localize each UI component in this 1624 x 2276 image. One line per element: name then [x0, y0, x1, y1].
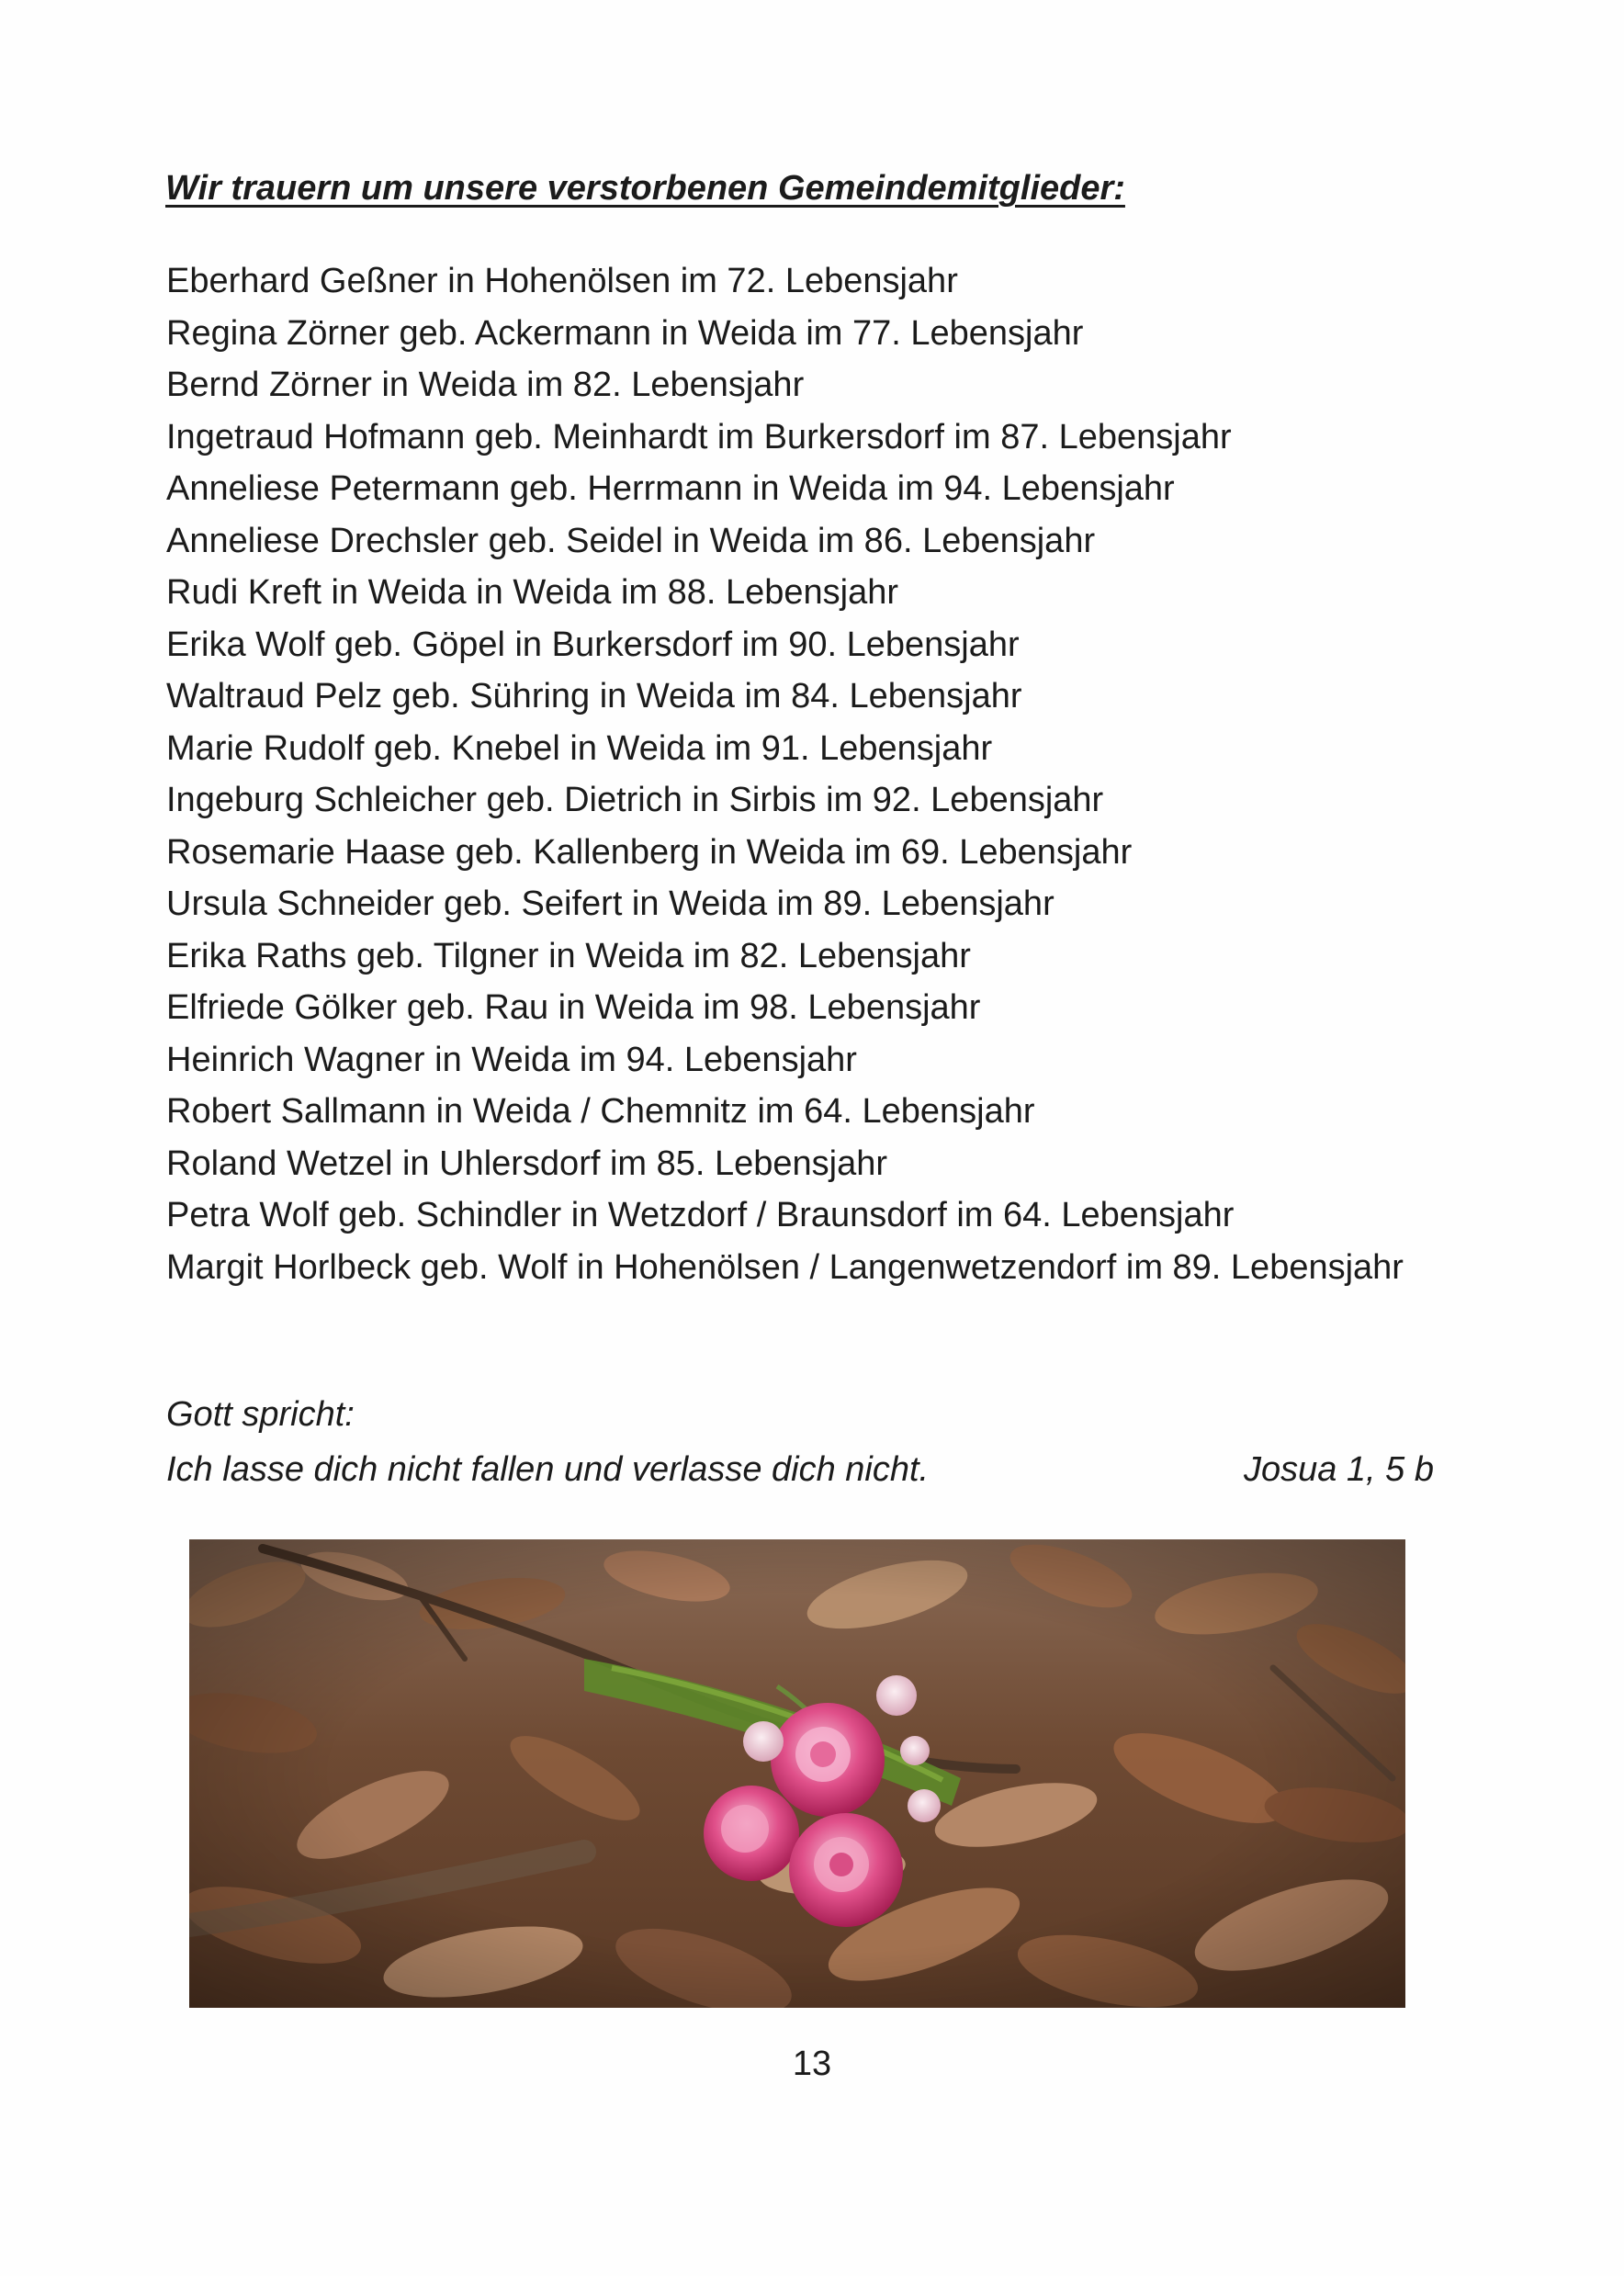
quote-text: Ich lasse dich nicht fallen und verlasse dich nicht.: [166, 1450, 930, 1489]
page-heading: Wir trauern um unsere verstorbenen Gemeindemitglieder:: [165, 169, 1125, 208]
list-item: Rosemarie Haase geb. Kallenberg in Weida im 69. Lebensjahr: [166, 832, 1133, 872]
obituary-list: [166, 255, 1434, 1293]
list-item: Regina Zörner geb. Ackermann in Weida im 77. Lebensjahr: [166, 313, 1084, 353]
list-item: Roland Wetzel in Uhlersdorf im 85. Lebensjahr: [166, 1144, 888, 1183]
quote-intro: Gott spricht:: [166, 1395, 355, 1434]
list-item: Ursula Schneider geb. Seifert in Weida im 89. Lebensjahr: [166, 884, 1054, 923]
bible-quote: [166, 1387, 1434, 1497]
list-item: Anneliese Drechsler geb. Seidel in Weida im 86. Lebensjahr: [166, 521, 1096, 560]
list-item: Margit Horlbeck geb. Wolf in Hohenölsen / Langenwetzendorf im 89. Lebensjahr: [166, 1247, 1404, 1287]
list-item: Petra Wolf geb. Schindler in Wetzdorf / Braunsdorf im 64. Lebensjahr: [166, 1196, 1235, 1234]
list-item: Erika Raths geb. Tilgner in Weida im 82. Lebensjahr: [166, 936, 971, 975]
list-item: Ingeburg Schleicher geb. Dietrich in Sirbis im 92. Lebensjahr: [166, 781, 1104, 819]
quote-reference: Josua 1, 5 b: [1243, 1450, 1434, 1489]
list-item: Ingetraud Hofmann geb. Meinhardt im Burkersdorf im 87. Lebensjahr: [166, 417, 1232, 456]
list-item: Anneliese Petermann geb. Herrmann in Weida im 94. Lebensjahr: [166, 469, 1175, 508]
list-item: Marie Rudolf geb. Knebel in Weida im 91. Lebensjahr: [166, 728, 993, 768]
list-item: Waltraud Pelz geb. Sühring in Weida im 84. Lebensjahr: [166, 677, 1022, 715]
list-item: Heinrich Wagner in Weida im 94. Lebensjahr: [166, 1040, 857, 1079]
list-item: Erika Wolf geb. Göpel in Burkersdorf im 90. Lebensjahr: [166, 625, 1020, 664]
list-item: Elfriede Gölker geb. Rau in Weida im 98. Lebensjahr: [166, 988, 981, 1027]
page-number: 13: [792, 2045, 832, 2083]
list-item: Bernd Zörner in Weida im 82. Lebensjahr: [166, 366, 805, 404]
quote-line: [166, 1442, 1434, 1497]
roses-on-autumn-leaves-photo: [189, 1539, 1405, 2008]
list-item: Rudi Kreft in Weida in Weida im 88. Lebensjahr: [166, 573, 899, 612]
list-item: Robert Sallmann in Weida / Chemnitz im 64. Lebensjahr: [166, 1092, 1035, 1131]
list-item: Eberhard Geßner in Hohenölsen im 72. Lebensjahr: [166, 262, 958, 300]
